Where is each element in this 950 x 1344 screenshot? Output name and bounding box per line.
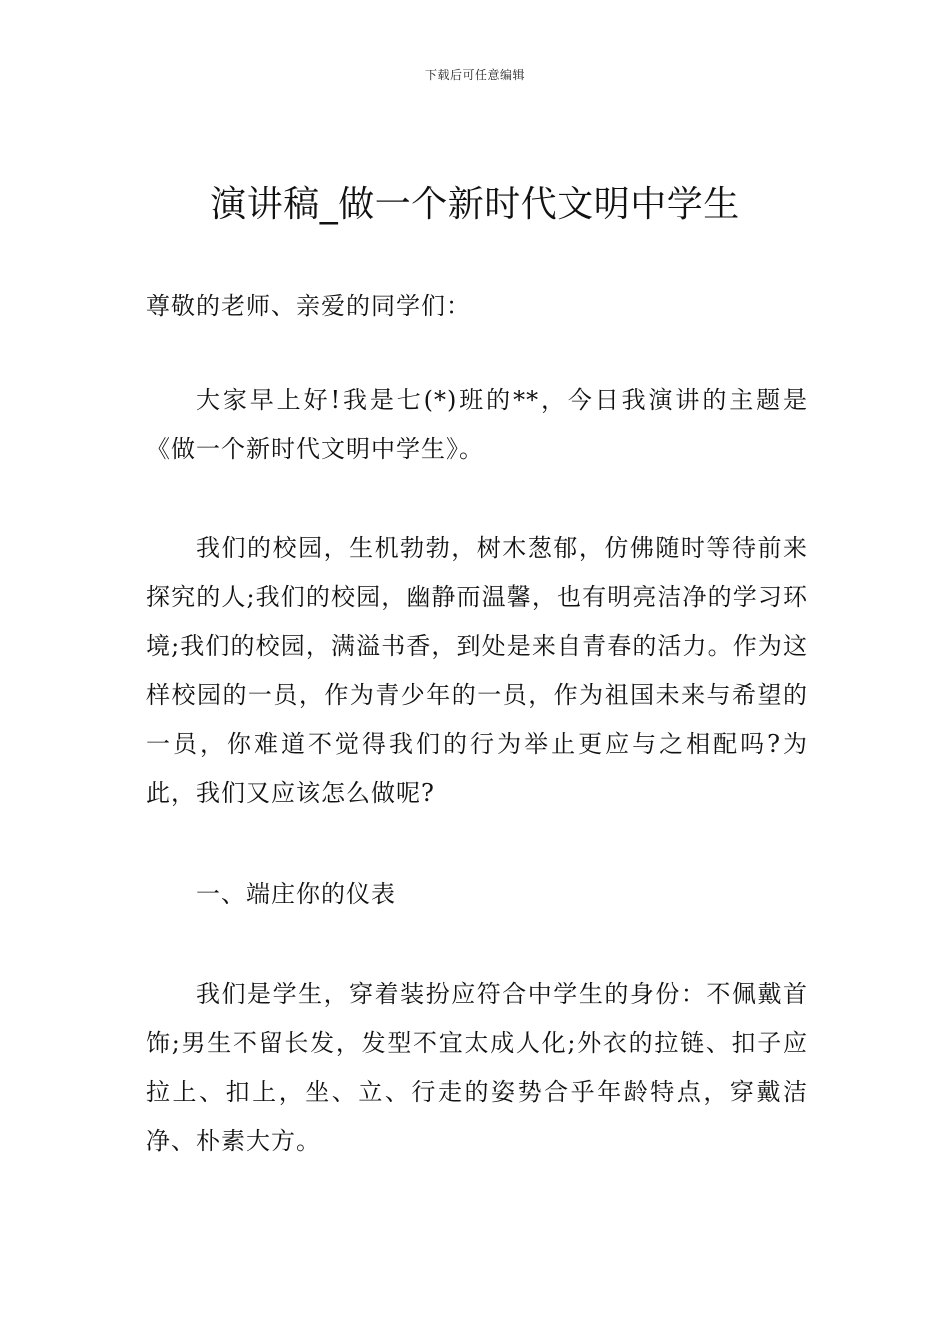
intro-paragraph: 大家早上好!我是七(*)班的**，今日我演讲的主题是《做一个新时代文明中学生》。 [146,386,808,463]
dress-paragraph: 我们是学生，穿着装扮应符合中学生的身份：不佩戴首饰;男生不留长发，发型不宜太成人化;外衣的拉链、扣子应拉上、扣上，坐、立、行走的姿势合乎年龄特点，穿戴洁净、朴素大方。 [146,980,808,1155]
document-title: 演讲稿_做一个新时代文明中学生 [210,184,740,225]
header-note: 下载后可任意编辑 [424,68,525,82]
section-heading-appearance: 一、端庄你的仪表 [196,880,396,908]
campus-paragraph: 我们的校园，生机勃勃，树木葱郁，仿佛随时等待前来探究的人;我们的校园，幽静而温馨，也有明亮洁净的学习环境;我们的校园，满溢书香，到处是来自青春的活力。作为这样校园的一员，作为青少年的一员，作为祖国未来与希望的一员，你难道不觉得我们的行为举止更应与之相配吗?为此，我们又应该怎么做呢? [146,534,808,807]
greeting-line: 尊敬的老师、亲爱的同学们： [146,292,471,320]
